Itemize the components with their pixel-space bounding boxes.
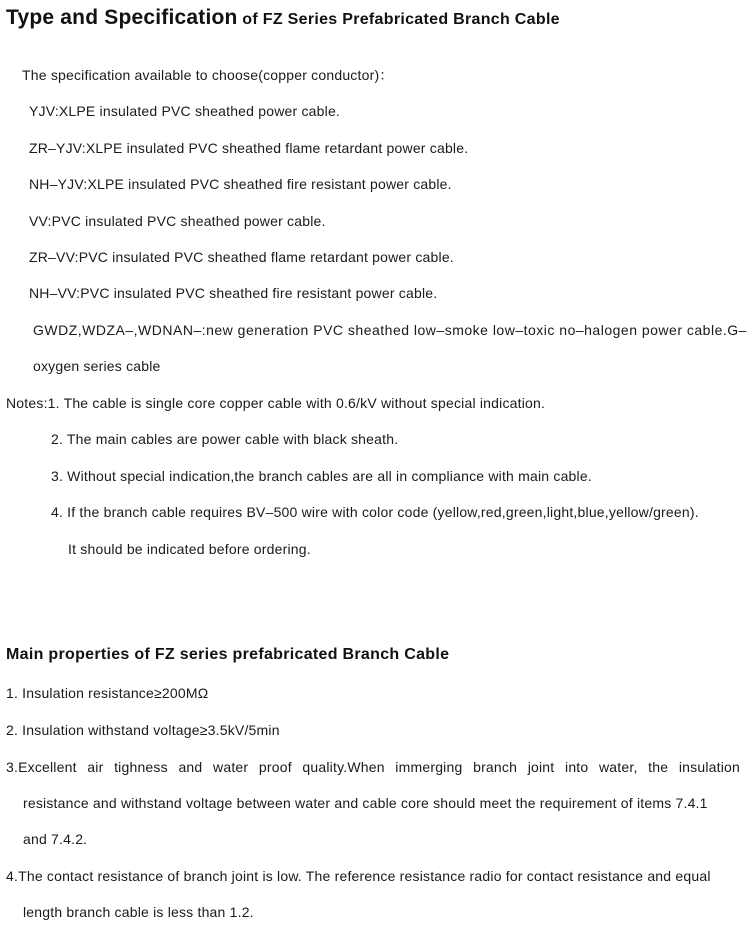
note-item: 3. Without special indication,the branch cables are all in compliance with main cable.: [51, 468, 592, 484]
property-item: 2. Insulation withstand voltage≥3.5kV/5min: [6, 722, 280, 738]
property-item: 4.The contact resistance of branch joint is low. The reference resistance radio for contact resistance and equal: [6, 868, 711, 884]
note-item-continued: It should be indicated before ordering.: [68, 541, 311, 557]
spec-item-continued: oxygen series cable: [33, 358, 161, 374]
property-item: 1. Insulation resistance≥200MΩ: [6, 685, 209, 701]
spec-item: ZR–YJV:XLPE insulated PVC sheathed flame retardant power cable.: [29, 140, 469, 156]
spec-item: NH–VV:PVC insulated PVC sheathed fire resistant power cable.: [29, 285, 438, 301]
property-item: 3.Excellent air tighness and water proof quality.When immerging branch joint into water, the insulation: [6, 759, 740, 775]
spec-item: GWDZ,WDZA–,WDNAN–:new generation PVC sheathed low–smoke low–toxic no–halogen power cable.G–: [33, 322, 747, 338]
spec-item: VV:PVC insulated PVC sheathed power cable.: [29, 213, 326, 229]
spec-item: ZR–VV:PVC insulated PVC sheathed flame retardant power cable.: [29, 249, 454, 265]
spec-item: NH–YJV:XLPE insulated PVC sheathed fire resistant power cable.: [29, 176, 452, 192]
section2-title: Main properties of FZ series prefabricated Branch Cable: [6, 646, 450, 663]
property-item-continued: resistance and withstand voltage between water and cable core should meet the requirement of items 7.4.1: [23, 795, 708, 811]
section1-title: [6, 6, 560, 30]
note-item: 2. The main cables are power cable with black sheath.: [51, 431, 399, 447]
property-item-continued: and 7.4.2.: [23, 831, 88, 847]
spec-item: YJV:XLPE insulated PVC sheathed power cable.: [29, 103, 341, 119]
section1-title-sub: of FZ Series Prefabricated Branch Cable: [237, 11, 560, 28]
spec-intro: The specification available to choose(copper conductor)：: [22, 67, 394, 83]
property-item-continued: length branch cable is less than 1.2.: [23, 904, 254, 920]
note-item: 4. If the branch cable requires BV–500 wire with color code (yellow,red,green,light,blue,yellow/green).: [51, 504, 699, 520]
note-item: Notes:1. The cable is single core copper cable with 0.6/kV without special indication.: [6, 395, 546, 411]
section1-title-main: Type and Specification: [6, 6, 238, 29]
